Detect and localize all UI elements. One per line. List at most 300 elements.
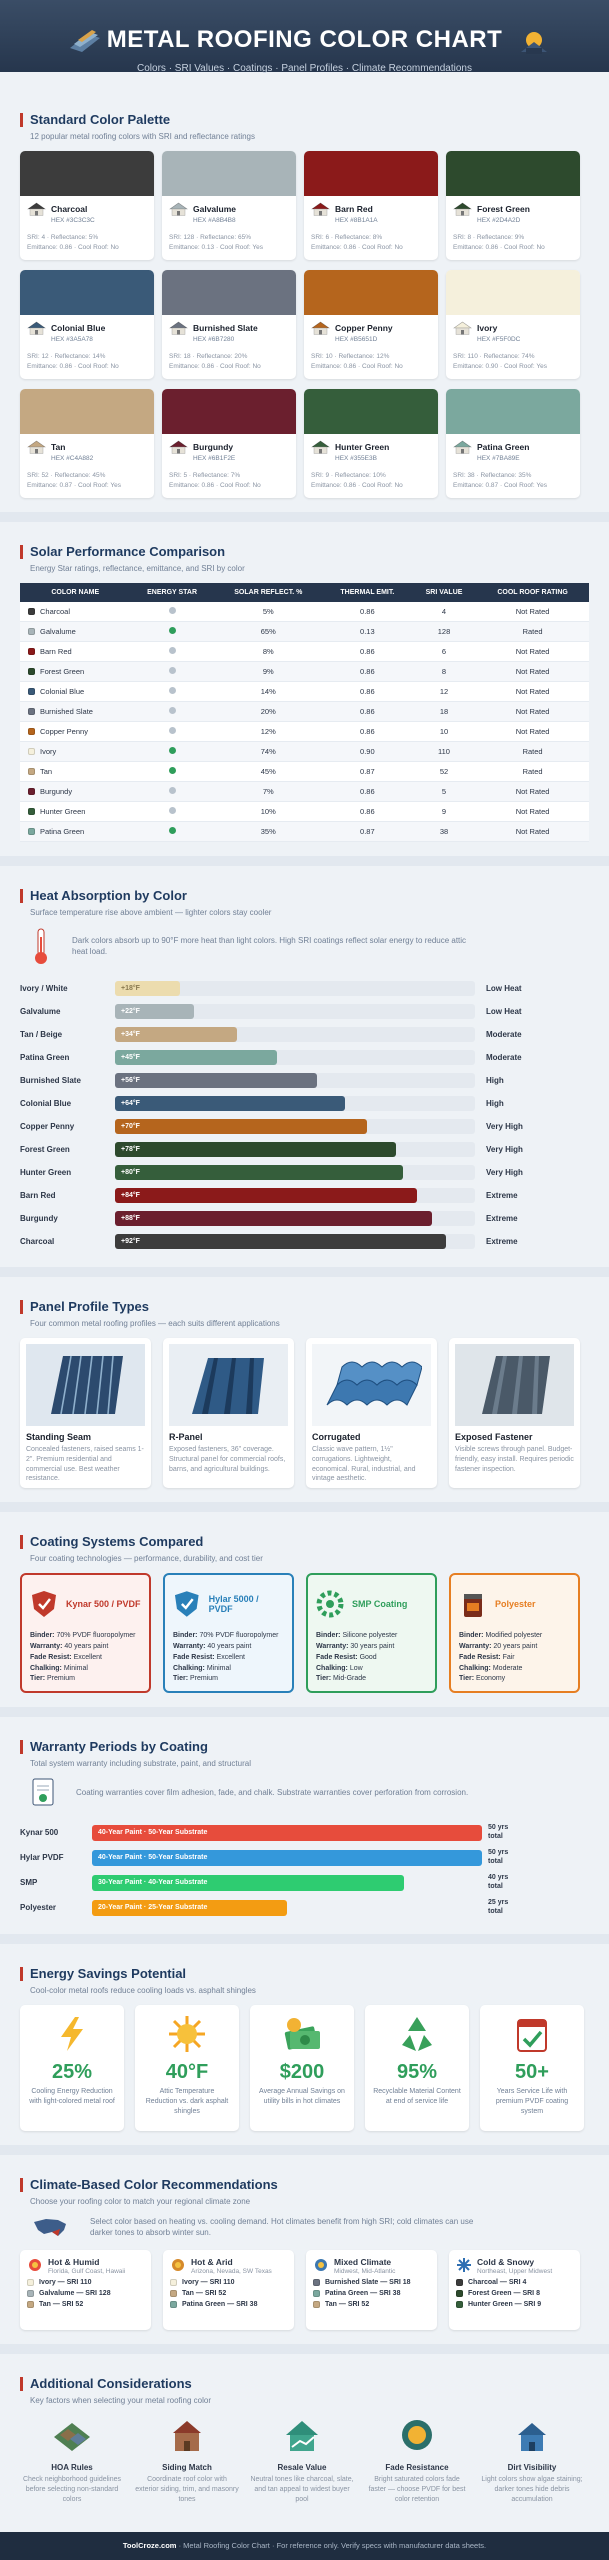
color-name-text: Patina Green [40,827,85,836]
climate-section [0,2177,609,2330]
footer-note: For reference only. Verify specs with manufacturer data sheets. [276,2541,487,2550]
r-panel-image [184,1350,274,1420]
cell-rating: Not Rated [476,682,589,702]
cell-emit: 0.90 [323,742,412,762]
spec-value: Premium [47,1675,76,1683]
swatch-name: Tan [51,442,66,452]
table-row [20,722,589,742]
spec-value: Mid-Grade [333,1675,367,1683]
heat-row [20,1092,589,1115]
table-row [20,602,589,622]
cell-energy-star [131,702,214,722]
cell-rating: Not Rated [476,702,589,722]
solar-subtitle: Energy Star ratings, reflectance, emittance, and SRI by color [30,564,245,573]
climate-region: Arizona, Nevada, SW Texas [191,2268,272,2276]
coating-spec-chalk [30,1664,141,1675]
spec-value: Fair [502,1653,515,1661]
swatch-card[interactable] [446,389,580,498]
savings-value: 95% [396,2061,438,2083]
heat-track [115,1142,475,1157]
warranty-years: 50 yrs [488,1824,509,1832]
spec-value: Silicone polyester [342,1632,398,1639]
profile-card-corrugated [306,1338,437,1488]
cell-rating: Rated [476,622,589,642]
climate-recommendation [27,2301,144,2308]
table-row [20,742,589,762]
spec-value: 30 years paint [350,1642,395,1650]
fade-sun-globe-icon [395,2417,439,2453]
color-dot [28,708,35,715]
swatch-color-block [304,389,438,434]
recommendation-text: Patina Green — SRI 38 [325,2290,401,2298]
coating-spec-binder [316,1631,427,1642]
swatch-card[interactable] [20,270,154,379]
swatch-stats [169,233,289,253]
cell-refl: 12% [214,722,323,742]
energy-star-no-icon [169,647,176,654]
us-map-icon [32,2216,68,2238]
swatch-grid [20,151,589,498]
cloud-sun-icon [313,2257,329,2273]
heat-bar: +92°F [115,1234,446,1249]
swatch-color-block [20,151,154,196]
cell-emit: 0.86 [323,702,412,722]
cell-emit: 0.86 [323,602,412,622]
cell-emit: 0.87 [323,762,412,782]
page-header [0,0,609,72]
color-name-text: Ivory [40,747,57,756]
color-name-text: Colonial Blue [40,687,85,696]
cell-refl: 9% [214,662,323,682]
savings-section [0,1966,609,2131]
standing-seam-image [41,1350,131,1420]
heat-row [20,1138,589,1161]
swatch-info [162,196,296,259]
spec-label: Warranty: [173,1642,206,1650]
recommendation-text: Burnished Slate — SRI 18 [325,2279,411,2287]
heat-bar: +78°F [115,1142,396,1157]
house-roof-icon [453,440,472,454]
coating-name: Kynar 500 / PVDF [66,1599,141,1609]
color-dot [28,668,35,675]
consideration-card [480,2417,584,2504]
recommendation-text: Hunter Green — SRI 9 [468,2301,542,2309]
house-roof-icon [169,440,188,454]
coating-spec-warranty [30,1642,141,1653]
swatch-card[interactable] [162,389,296,498]
swatch-stat-sri: SRI: 38 · Reflectance: 35% [453,472,532,479]
coating-spec-fade [30,1653,141,1664]
solar-table [20,583,589,842]
color-dot [28,748,35,755]
swatch-stats [27,352,147,372]
climate-recommendation [456,2279,573,2286]
swatch-name-row [311,321,431,335]
house-roof-icon [27,202,46,216]
swatch-name-row [169,202,289,216]
resale-house-icon [280,2417,324,2453]
heat-level: Low Heat [486,984,522,993]
heat-level: Extreme [486,1191,518,1200]
cell-refl: 65% [214,622,323,642]
climate-card[interactable] [306,2250,437,2330]
swatch-color-block [304,151,438,196]
swatch-card[interactable] [162,151,296,260]
recommendation-text: Patina Green — SRI 38 [182,2301,258,2309]
climate-recommendation [27,2290,144,2297]
consideration-desc: Coordinate roof color with exterior siding, trim, and masonry tones [135,2476,239,2503]
coating-card[interactable] [163,1573,294,1693]
warranty-total-label: total [488,1832,503,1840]
energy-star-yes-icon [169,627,176,634]
cell-energy-star [131,822,214,842]
swatch-stat-emittance: Emittance: 0.86 · Cool Roof: No [27,243,119,251]
heat-bar: +45°F [115,1050,277,1065]
swatch-stat-sri: SRI: 10 · Reflectance: 12% [311,353,390,360]
savings-value: 50+ [515,2061,549,2083]
cell-sri: 18 [412,702,476,722]
swatch-stats [311,233,431,253]
profile-desc: Concealed fasteners, raised seams 1-2". Premium residential and commercial use. Best weather resistance. [26,1446,144,1483]
cell-rating: Rated [476,742,589,762]
footer-separator: · [271,2541,275,2550]
cell-sri: 38 [412,822,476,842]
spec-label: Warranty: [316,1642,349,1650]
swatch-name-row [169,321,289,335]
energy-star-no-icon [169,727,176,734]
coating-specs [30,1631,141,1685]
heat-label: Colonial Blue [20,1099,72,1108]
cell-color-name [20,802,131,822]
heat-bar: +18°F [115,981,180,996]
heat-bar: +70°F [115,1119,367,1134]
spec-value: Moderate [492,1664,523,1672]
swatch-card[interactable] [20,389,154,498]
coating-specs [316,1631,427,1685]
warranty-row [20,1895,589,1920]
cell-color-name [20,642,131,662]
energy-star-no-icon [169,607,176,614]
sun-house-icon [27,2257,43,2273]
energy-star-yes-icon [169,747,176,754]
savings-card [135,2005,239,2131]
climate-title-block [191,2257,272,2275]
page-title: METAL ROOFING COLOR CHART [106,26,503,53]
hoa-neighborhood-icon [50,2417,94,2453]
table-header: ENERGY STAR [131,583,214,602]
swatch-card[interactable] [304,151,438,260]
cell-color-name [20,762,131,782]
cell-refl: 7% [214,782,323,802]
climate-recommendation [456,2301,573,2308]
climate-title-block [48,2257,125,2275]
spec-label: Tier: [173,1675,189,1683]
climate-title: Climate-Based Color Recommendations [20,2177,589,2192]
consideration-card [20,2417,124,2504]
corrugated-image [322,1355,422,1415]
swatch-name-row [453,321,573,335]
warranty-years: 50 yrs [488,1849,509,1857]
color-dot [313,2290,320,2297]
cell-energy-star [131,622,214,642]
house-roof-icon [311,202,330,216]
color-dot [27,2290,34,2297]
consideration-desc: Neutral tones like charcoal, slate, and tan appeal to widest buyer pool [250,2476,354,2503]
heat-row [20,1069,589,1092]
swatch-stats [453,352,573,372]
swatch-hex: HEX #A8B4B8 [193,217,236,224]
swatch-color-block [304,270,438,315]
savings-desc: Recyclable Material Content at end of service life [373,2088,461,2105]
swatch-name-row [311,202,431,216]
cell-rating: Not Rated [476,802,589,822]
heat-label: Ivory / White [20,984,68,993]
house-roof-icon [169,321,188,335]
heat-row [20,1161,589,1184]
profile-desc: Exposed fasteners, 36" coverage. Structural panel for commercial roofs, barns, and agricultural buildings. [169,1446,286,1473]
swatch-hex: HEX #2D4A2D [477,217,521,224]
table-row [20,642,589,662]
color-dot [28,688,35,695]
additional-subtitle: Key factors when selecting your metal roofing color [30,2396,211,2406]
color-name-text: Burgundy [40,787,73,796]
cell-rating: Not Rated [476,782,589,802]
swatch-card[interactable] [446,151,580,260]
swatch-hex: HEX #6B7280 [193,336,235,343]
climate-recommendation [313,2290,430,2297]
swatch-name: Barn Red [335,204,373,214]
additional-title: Additional Considerations [20,2376,589,2391]
cell-emit: 0.13 [323,622,412,642]
heat-row [20,1207,589,1230]
thermometer-icon [32,927,50,965]
color-dot [28,808,35,815]
exposed-fastener-image [470,1350,560,1420]
recommendation-text: Ivory — SRI 110 [39,2279,92,2287]
spec-value: Good [359,1653,377,1661]
color-dot [456,2290,463,2297]
cell-refl: 14% [214,682,323,702]
coating-spec-fade [459,1653,570,1664]
spec-value: Economy [476,1675,506,1683]
swatch-hex: HEX #3A5A78 [51,336,93,343]
swatch-name: Charcoal [51,204,88,214]
warranty-bar: 30-Year Paint · 40-Year Substrate [92,1875,404,1891]
swatch-stat-emittance: Emittance: 0.86 · Cool Roof: No [27,362,119,370]
warranty-label: Hylar PVDF [20,1853,64,1862]
climate-header [313,2257,430,2275]
climate-cards [20,2250,589,2330]
swatch-info [20,196,154,259]
swatch-stat-sri: SRI: 18 · Reflectance: 20% [169,353,248,360]
house-sun-icon [517,28,551,54]
swatch-name-row [27,440,147,454]
dirt-house-icon [510,2417,554,2453]
coating-header [30,1583,141,1625]
swatch-stats [453,471,573,491]
spec-label: Tier: [316,1675,332,1683]
climate-card[interactable] [163,2250,294,2330]
savings-desc: Average Annual Savings on utility bills in hot climates [259,2088,345,2105]
spec-label: Chalking: [316,1664,348,1672]
color-name-text: Copper Penny [40,727,88,736]
swatch-card[interactable] [20,151,154,260]
swatch-card[interactable] [446,270,580,379]
swatch-name: Burgundy [193,442,234,452]
cell-energy-star [131,722,214,742]
swatch-name-row [27,202,147,216]
heat-row [20,1230,589,1253]
heat-bar: +80°F [115,1165,403,1180]
swatch-color-block [162,151,296,196]
spec-label: Fade Resist: [173,1653,215,1661]
house-roof-icon [311,321,330,335]
heat-bar-chart [20,977,589,1253]
heat-bar: +88°F [115,1211,432,1226]
recommendation-text: Charcoal — SRI 4 [468,2279,527,2287]
climate-card[interactable] [449,2250,580,2330]
color-dot [170,2279,177,2286]
cell-refl: 20% [214,702,323,722]
swatch-name-row [27,321,147,335]
spec-label: Chalking: [173,1664,205,1672]
swatch-color-block [162,270,296,315]
table-row [20,762,589,782]
color-name-text: Barn Red [40,647,72,656]
swatch-hex: HEX #B5651D [335,336,378,343]
cell-emit: 0.86 [323,802,412,822]
warranty-label: Kynar 500 [20,1828,59,1837]
coating-specs [459,1631,570,1685]
coating-specs [173,1631,284,1685]
swatch-stat-sri: SRI: 5 · Reflectance: 7% [169,472,241,479]
cell-sri: 128 [412,622,476,642]
color-dot [170,2290,177,2297]
cell-sri: 4 [412,602,476,622]
swatch-stats [27,471,147,491]
warranty-track [92,1850,482,1866]
coating-card[interactable] [306,1573,437,1693]
consideration-card [365,2417,469,2504]
swatch-card[interactable] [304,270,438,379]
cell-color-name [20,622,131,642]
coating-spec-tier [459,1674,570,1685]
heat-label: Burgundy [20,1214,58,1223]
climate-recommendation [27,2279,144,2286]
spec-label: Chalking: [30,1664,62,1672]
color-name-text: Hunter Green [40,807,86,816]
cell-refl: 35% [214,822,323,842]
cell-sri: 8 [412,662,476,682]
swatch-name: Colonial Blue [51,323,106,333]
footer-brand[interactable]: ToolCroze.com [122,2541,177,2550]
cell-sri: 52 [412,762,476,782]
coating-spec-chalk [316,1664,427,1675]
heat-track [115,1188,475,1203]
swatch-card[interactable] [304,389,438,498]
swatch-info [162,434,296,497]
swatch-stat-emittance: Emittance: 0.86 · Cool Roof: No [453,243,545,251]
profile-card-r-panel [163,1338,294,1488]
spec-label: Fade Resist: [30,1653,72,1661]
swatch-stats [27,233,147,253]
warranty-title: Warranty Periods by Coating [20,1739,589,1754]
heat-bar: +84°F [115,1188,417,1203]
heat-track [115,1027,475,1042]
heat-bar: +56°F [115,1073,317,1088]
energy-star-no-icon [169,707,176,714]
coating-card[interactable] [20,1573,151,1693]
profile-card-exposed-fastener [449,1338,580,1488]
coatings-title: Coating Systems Compared [20,1534,589,1549]
coating-card[interactable] [449,1573,580,1693]
climate-zone-name: Hot & Humid [48,2257,100,2268]
cell-energy-star [131,782,214,802]
heat-level: Moderate [486,1053,522,1062]
spec-value: Minimal [63,1664,88,1672]
cell-energy-star [131,602,214,622]
climate-region: Northeast, Upper Midwest [477,2268,553,2276]
table-header: COOL ROOF RATING [476,583,589,602]
swatch-card[interactable] [162,270,296,379]
spec-label: Tier: [30,1675,46,1683]
house-roof-icon [169,202,188,216]
cell-sri: 110 [412,742,476,762]
coating-spec-binder [30,1631,141,1642]
spec-value: 70% PVDF fluoropolymer [56,1632,136,1639]
swatch-name: Ivory [477,323,498,333]
spec-value: 70% PVDF fluoropolymer [199,1632,279,1639]
savings-value: 40°F [165,2061,209,2083]
heat-track [115,1234,475,1249]
swatch-stat-emittance: Emittance: 0.87 · Cool Roof: Yes [453,481,547,489]
color-dot [28,628,35,635]
heat-track [115,1073,475,1088]
swatch-stats [311,352,431,372]
page-footer [0,2532,609,2560]
spec-value: Low [349,1664,363,1672]
shield-icon [173,1589,201,1619]
gear-icon [316,1589,344,1619]
consideration-desc: Light colors show algae staining; darker tones hide debris accumulation [481,2476,583,2503]
consideration-desc: Check neighborhood guidelines before selecting non-standard colors [22,2476,122,2503]
color-name-text: Burnished Slate [40,707,93,716]
recommendation-text: Galvalume — SRI 128 [39,2290,111,2298]
swatch-stat-sri: SRI: 6 · Reflectance: 8% [311,234,383,241]
heat-label: Charcoal [20,1237,55,1246]
cell-rating: Rated [476,762,589,782]
swatch-color-block [446,151,580,196]
swatch-hex: HEX #7BA89E [477,455,520,462]
swatch-hex: HEX #C4A882 [51,455,94,462]
checklist-icon [515,2015,549,2053]
table-header: COLOR NAME [20,583,131,602]
climate-card[interactable] [20,2250,151,2330]
climate-recommendation [170,2301,287,2308]
warranty-bar: 20-Year Paint · 25-Year Substrate [92,1900,287,1916]
house-roof-icon [311,440,330,454]
profiles-subtitle: Four common metal roofing profiles — each suits different applications [30,1319,280,1328]
recommendation-text: Tan — SRI 52 [182,2290,227,2298]
swatch-stat-emittance: Emittance: 0.13 · Cool Roof: Yes [169,243,263,251]
savings-desc: Cooling Energy Reduction with light-colored metal roof [29,2088,115,2105]
table-row [20,822,589,842]
coating-spec-tier [173,1674,284,1685]
warranty-total [488,1824,508,1841]
cell-energy-star [131,642,214,662]
heat-level: Very High [486,1122,523,1131]
swatch-name: Copper Penny [335,323,393,333]
